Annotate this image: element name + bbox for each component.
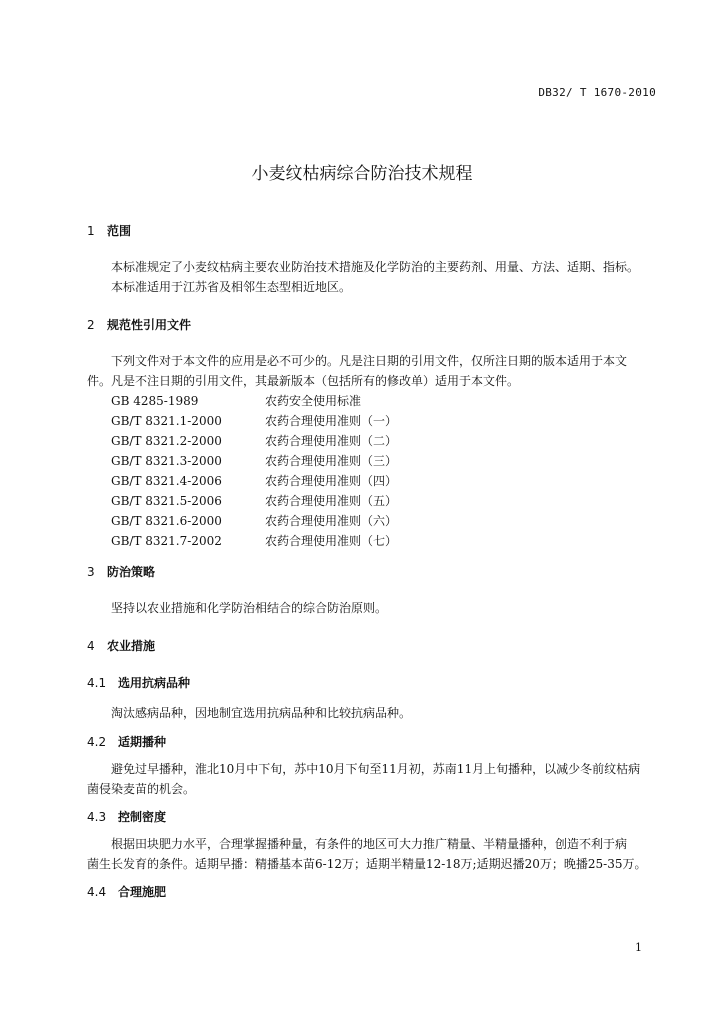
reference-code: GB/T 8321.2-2000 [111, 434, 222, 448]
reference-name: 农药合理使用准则（四） [265, 474, 398, 488]
section-number: 1 [87, 224, 95, 238]
paragraph-line: 根据田块肥力水平，合理掌握播种量，有条件的地区可大力推广精量、半精量播种，创造不利于病 [111, 837, 628, 851]
section-number: 2 [87, 318, 95, 332]
section-number: 4.2 [87, 735, 107, 749]
reference-name: 农药合理使用准则（七） [265, 534, 398, 548]
reference-code: GB 4285-1989 [111, 394, 199, 408]
reference-code: GB/T 8321.5-2006 [111, 494, 222, 508]
document-number: DB32/ T 1670-2010 [538, 86, 656, 99]
reference-item [111, 392, 361, 409]
reference-item [111, 432, 397, 449]
reference-name: 农药合理使用准则（五） [265, 494, 398, 508]
paragraph-line: 淘汰感病品种，因地制宜选用抗病品种和比较抗病品种。 [111, 706, 412, 720]
reference-code: GB/T 8321.4-2006 [111, 474, 222, 488]
section-heading-3 [87, 563, 155, 580]
reference-name: 农药合理使用准则（一） [265, 414, 398, 428]
section-number: 4.4 [87, 885, 107, 899]
reference-item [111, 512, 397, 529]
reference-item [111, 412, 397, 429]
reference-name: 农药合理使用准则（三） [265, 454, 398, 468]
subsection-heading-4-2 [87, 733, 166, 750]
reference-item [111, 472, 397, 489]
section-number: 4.3 [87, 810, 107, 824]
paragraph-line: 本标准适用于江苏省及相邻生态型相近地区。 [111, 280, 352, 294]
reference-code: GB/T 8321.1-2000 [111, 414, 222, 428]
section-title: 合理施肥 [118, 885, 167, 899]
paragraph-line: 避免过早播种，淮北10月中下旬，苏中10月下旬至11月初，苏南11月上旬播种，以减少冬前纹枯病 [111, 762, 641, 776]
reference-name: 农药安全使用标准 [265, 394, 362, 408]
section-title: 控制密度 [118, 810, 167, 824]
reference-code: GB/T 8321.7-2002 [111, 534, 222, 548]
subsection-heading-4-1 [87, 674, 190, 691]
paragraph-line: 下列文件对于本文件的应用是必不可少的。凡是注日期的引用文件，仅所注日期的版本适用于本文 [111, 354, 628, 368]
page-number: 1 [635, 941, 642, 954]
paragraph-line: 件。凡是不注日期的引用文件，其最新版本（包括所有的修改单）适用于本文件。 [87, 374, 520, 388]
paragraph-line: 菌侵染麦苗的机会。 [87, 782, 196, 796]
section-heading-4 [87, 637, 155, 654]
reference-code: GB/T 8321.6-2000 [111, 514, 222, 528]
section-title: 范围 [107, 224, 132, 238]
paragraph-line: 本标准规定了小麦纹枯病主要农业防治技术措施及化学防治的主要药剂、用量、方法、适期、指标。 [111, 260, 640, 274]
reference-item [111, 492, 397, 509]
subsection-heading-4-3 [87, 808, 166, 825]
paragraph-line: 坚持以农业措施和化学防治相结合的综合防治原则。 [111, 601, 388, 615]
section-number: 4 [87, 639, 95, 653]
section-title: 农业措施 [107, 639, 156, 653]
section-title: 选用抗病品种 [118, 676, 191, 690]
reference-name: 农药合理使用准则（六） [265, 514, 398, 528]
section-number: 3 [87, 565, 95, 579]
paragraph-line: 菌生长发育的条件。适期早播：精播基本苗6-12万；适期半精量12-18万;适期迟播20万；晚播25-35万。 [87, 857, 647, 871]
section-number: 4.1 [87, 676, 107, 690]
reference-name: 农药合理使用准则（二） [265, 434, 398, 448]
document-title: 小麦纹枯病综合防治技术规程 [251, 164, 473, 184]
section-title: 适期播种 [118, 735, 167, 749]
section-title: 规范性引用文件 [107, 318, 192, 332]
section-title: 防治策略 [107, 565, 156, 579]
reference-code: GB/T 8321.3-2000 [111, 454, 222, 468]
reference-item [111, 532, 397, 549]
section-heading-2 [87, 316, 191, 333]
subsection-heading-4-4 [87, 883, 166, 900]
reference-item [111, 452, 397, 469]
section-heading-1 [87, 222, 131, 239]
